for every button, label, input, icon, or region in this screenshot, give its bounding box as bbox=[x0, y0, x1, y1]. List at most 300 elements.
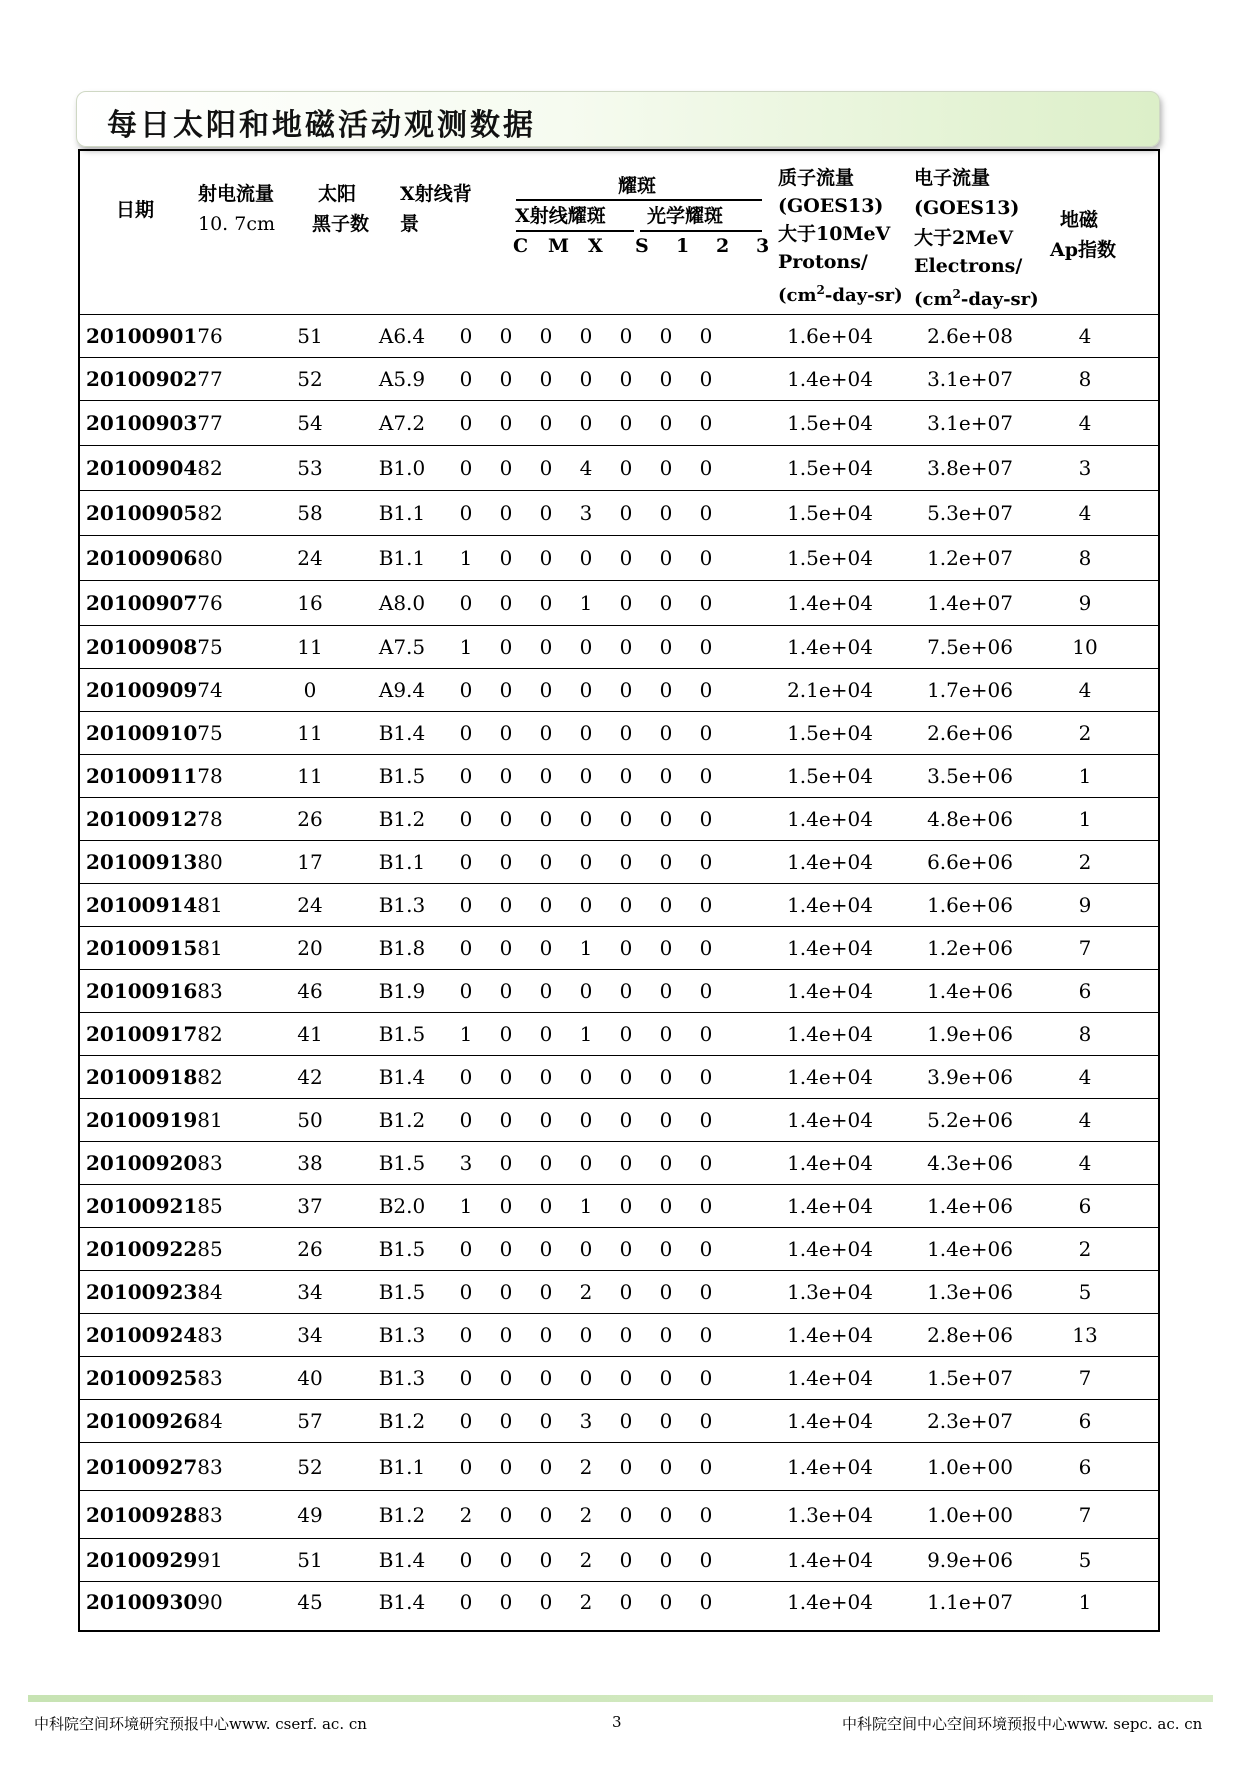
header-electron-4: Electrons/ bbox=[914, 255, 1023, 277]
flux-cell: 76 bbox=[197, 324, 223, 348]
s-flare-cell: 3 bbox=[579, 501, 593, 525]
flux-cell: 81 bbox=[197, 893, 223, 917]
xray-bg-cell: B1.5 bbox=[378, 1280, 426, 1304]
ap-cell: 13 bbox=[1072, 1323, 1098, 1347]
sunspot-cell: 51 bbox=[297, 1548, 323, 1572]
opt3-flare-cell: 0 bbox=[699, 1108, 713, 1132]
electron-cell: 3.1e+07 bbox=[927, 367, 1013, 391]
flux-cell: 85 bbox=[197, 1194, 223, 1218]
opt2-flare-cell: 0 bbox=[659, 893, 673, 917]
opt2-flare-cell: 0 bbox=[659, 367, 673, 391]
c-flare-cell: 0 bbox=[459, 893, 473, 917]
ap-cell: 10 bbox=[1072, 635, 1098, 659]
x-flare-cell: 0 bbox=[539, 893, 553, 917]
electron-cell: 1.4e+06 bbox=[927, 1237, 1013, 1261]
date-cell: 20100930 bbox=[86, 1590, 198, 1614]
opt3-flare-cell: 0 bbox=[699, 324, 713, 348]
electron-cell: 1.0e+00 bbox=[927, 1455, 1013, 1479]
header-proton-5: $(cm^2-day-sr)$ bbox=[778, 283, 903, 306]
m-flare-cell: 0 bbox=[499, 1548, 513, 1572]
opt2-flare-cell: 0 bbox=[659, 1022, 673, 1046]
x-flare-cell: 0 bbox=[539, 367, 553, 391]
header-proton-3: 大于10MeV bbox=[778, 223, 891, 245]
s-flare-cell: 0 bbox=[579, 1108, 593, 1132]
opt3-flare-cell: 0 bbox=[699, 807, 713, 831]
flux-cell: 82 bbox=[197, 1022, 223, 1046]
x-flare-cell: 0 bbox=[539, 324, 553, 348]
electron-cell: 4.3e+06 bbox=[927, 1151, 1013, 1175]
flux-cell: 81 bbox=[197, 1108, 223, 1132]
sunspot-cell: 41 bbox=[297, 1022, 323, 1046]
header-optical-flare: 光学耀斑 bbox=[647, 205, 724, 227]
ap-cell: 4 bbox=[1078, 678, 1092, 702]
xray-bg-cell: A9.4 bbox=[378, 678, 426, 702]
flux-cell: 84 bbox=[197, 1409, 223, 1433]
date-cell: 20100920 bbox=[86, 1151, 198, 1175]
flux-cell: 83 bbox=[197, 1455, 223, 1479]
date-cell: 20100909 bbox=[86, 678, 198, 702]
opt3-flare-cell: 0 bbox=[699, 501, 713, 525]
m-flare-cell: 0 bbox=[499, 764, 513, 788]
opt2-flare-cell: 0 bbox=[659, 979, 673, 1003]
s-flare-cell: 0 bbox=[579, 367, 593, 391]
sunspot-cell: 57 bbox=[297, 1409, 323, 1433]
electron-cell: 1.4e+06 bbox=[927, 1194, 1013, 1218]
header-electron: 电子流量 bbox=[914, 167, 991, 189]
s-flare-cell: 0 bbox=[579, 807, 593, 831]
flux-cell: 78 bbox=[197, 764, 223, 788]
date-cell: 20100925 bbox=[86, 1366, 198, 1390]
sunspot-cell: 0 bbox=[303, 678, 317, 702]
header-electron-5: $(cm^2-day-sr)$ bbox=[914, 287, 1039, 310]
c-flare-cell: 0 bbox=[459, 367, 473, 391]
table-row bbox=[80, 1271, 1158, 1314]
table-row bbox=[80, 1056, 1158, 1099]
date-cell: 20100928 bbox=[86, 1503, 198, 1527]
xray-bg-cell: A8.0 bbox=[378, 591, 426, 615]
x-flare-cell: 0 bbox=[539, 1409, 553, 1433]
xray-bg-cell: B1.4 bbox=[378, 1065, 426, 1089]
opt2-flare-cell: 0 bbox=[659, 1151, 673, 1175]
opt3-flare-cell: 0 bbox=[699, 1590, 713, 1614]
xray-bg-cell: B1.8 bbox=[378, 936, 426, 960]
sunspot-cell: 46 bbox=[297, 979, 323, 1003]
opt2-flare-cell: 0 bbox=[659, 721, 673, 745]
table-row bbox=[80, 1099, 1158, 1142]
electron-cell: 1.7e+06 bbox=[927, 678, 1013, 702]
x-flare-cell: 0 bbox=[539, 501, 553, 525]
table-row bbox=[80, 798, 1158, 841]
proton-cell: 1.4e+04 bbox=[787, 936, 873, 960]
opt1-flare-cell: 0 bbox=[619, 1503, 633, 1527]
sunspot-cell: 26 bbox=[297, 1237, 323, 1261]
proton-cell: 1.6e+04 bbox=[787, 324, 873, 348]
table-row bbox=[80, 841, 1158, 884]
table-row bbox=[80, 1491, 1158, 1539]
s-flare-cell: 0 bbox=[579, 546, 593, 570]
flux-cell: 77 bbox=[197, 367, 223, 391]
m-flare-cell: 0 bbox=[499, 721, 513, 745]
opt1-flare-cell: 0 bbox=[619, 591, 633, 615]
xray-bg-cell: A5.9 bbox=[378, 367, 426, 391]
sunspot-cell: 49 bbox=[297, 1503, 323, 1527]
xray-bg-cell: A7.5 bbox=[378, 635, 426, 659]
date-cell: 20100903 bbox=[86, 411, 198, 435]
xray-bg-cell: B1.1 bbox=[378, 1455, 426, 1479]
x-flare-cell: 0 bbox=[539, 1280, 553, 1304]
s-flare-cell: 2 bbox=[579, 1455, 593, 1479]
header-xray-bg: X射线背 bbox=[400, 183, 472, 205]
opt2-flare-cell: 0 bbox=[659, 501, 673, 525]
header-sub-1: 1 bbox=[676, 235, 690, 257]
opt2-flare-cell: 0 bbox=[659, 1503, 673, 1527]
opt2-flare-cell: 0 bbox=[659, 411, 673, 435]
ap-cell: 4 bbox=[1078, 501, 1092, 525]
opt1-flare-cell: 0 bbox=[619, 635, 633, 659]
header-ap: 地磁 bbox=[1060, 209, 1099, 231]
footer-bar bbox=[28, 1695, 1213, 1702]
opt3-flare-cell: 0 bbox=[699, 1022, 713, 1046]
ap-cell: 8 bbox=[1078, 546, 1092, 570]
s-flare-cell: 3 bbox=[579, 1409, 593, 1433]
proton-cell: 1.3e+04 bbox=[787, 1280, 873, 1304]
proton-cell: 1.4e+04 bbox=[787, 1409, 873, 1433]
proton-cell: 1.4e+04 bbox=[787, 1455, 873, 1479]
table-row bbox=[80, 1142, 1158, 1185]
x-flare-cell: 0 bbox=[539, 979, 553, 1003]
flux-cell: 81 bbox=[197, 936, 223, 960]
electron-cell: 3.1e+07 bbox=[927, 411, 1013, 435]
date-cell: 20100908 bbox=[86, 635, 198, 659]
ap-cell: 3 bbox=[1078, 456, 1092, 480]
opt3-flare-cell: 0 bbox=[699, 546, 713, 570]
opt3-flare-cell: 0 bbox=[699, 591, 713, 615]
xray-bg-cell: B1.3 bbox=[378, 1323, 426, 1347]
electron-cell: 2.6e+06 bbox=[927, 721, 1013, 745]
opt1-flare-cell: 0 bbox=[619, 324, 633, 348]
opt2-flare-cell: 0 bbox=[659, 1237, 673, 1261]
header-flare: 耀斑 bbox=[618, 175, 657, 197]
c-flare-cell: 0 bbox=[459, 1065, 473, 1089]
flux-cell: 75 bbox=[197, 721, 223, 745]
electron-cell: 1.0e+00 bbox=[927, 1503, 1013, 1527]
m-flare-cell: 0 bbox=[499, 1237, 513, 1261]
s-flare-cell: 0 bbox=[579, 721, 593, 745]
c-flare-cell: 0 bbox=[459, 591, 473, 615]
opt1-flare-cell: 0 bbox=[619, 678, 633, 702]
sunspot-cell: 11 bbox=[297, 635, 323, 659]
table-row bbox=[80, 401, 1158, 446]
opt1-flare-cell: 0 bbox=[619, 1194, 633, 1218]
xray-flare-underline bbox=[516, 230, 634, 232]
opt2-flare-cell: 0 bbox=[659, 1280, 673, 1304]
xray-bg-cell: B1.5 bbox=[378, 1237, 426, 1261]
electron-cell: 9.9e+06 bbox=[927, 1548, 1013, 1572]
m-flare-cell: 0 bbox=[499, 546, 513, 570]
c-flare-cell: 0 bbox=[459, 807, 473, 831]
opt2-flare-cell: 0 bbox=[659, 1108, 673, 1132]
ap-cell: 6 bbox=[1078, 1455, 1092, 1479]
date-cell: 20100918 bbox=[86, 1065, 198, 1089]
opt2-flare-cell: 0 bbox=[659, 591, 673, 615]
sunspot-cell: 38 bbox=[297, 1151, 323, 1175]
opt1-flare-cell: 0 bbox=[619, 456, 633, 480]
data-table bbox=[78, 149, 1160, 1632]
opt2-flare-cell: 0 bbox=[659, 1366, 673, 1390]
table-row bbox=[80, 1185, 1158, 1228]
header-electron-2: (GOES13) bbox=[914, 197, 1020, 219]
ap-cell: 6 bbox=[1078, 1194, 1092, 1218]
header-flux-unit: 10. 7cm bbox=[198, 213, 276, 235]
m-flare-cell: 0 bbox=[499, 807, 513, 831]
x-flare-cell: 0 bbox=[539, 1022, 553, 1046]
ap-cell: 8 bbox=[1078, 367, 1092, 391]
c-flare-cell: 0 bbox=[459, 1280, 473, 1304]
m-flare-cell: 0 bbox=[499, 1022, 513, 1046]
sunspot-cell: 37 bbox=[297, 1194, 323, 1218]
table-row bbox=[80, 315, 1158, 358]
date-cell: 20100905 bbox=[86, 501, 198, 525]
x-flare-cell: 0 bbox=[539, 1237, 553, 1261]
proton-cell: 1.4e+04 bbox=[787, 1323, 873, 1347]
xray-bg-cell: B1.2 bbox=[378, 1409, 426, 1433]
proton-cell: 1.4e+04 bbox=[787, 591, 873, 615]
s-flare-cell: 0 bbox=[579, 324, 593, 348]
table-row bbox=[80, 1013, 1158, 1056]
date-cell: 20100915 bbox=[86, 936, 198, 960]
opt2-flare-cell: 0 bbox=[659, 456, 673, 480]
date-cell: 20100922 bbox=[86, 1237, 198, 1261]
header-electron-3: 大于2MeV bbox=[914, 227, 1014, 249]
date-cell: 20100911 bbox=[86, 764, 198, 788]
date-cell: 20100912 bbox=[86, 807, 198, 831]
m-flare-cell: 0 bbox=[499, 591, 513, 615]
flux-cell: 80 bbox=[197, 546, 223, 570]
opt3-flare-cell: 0 bbox=[699, 850, 713, 874]
c-flare-cell: 0 bbox=[459, 1108, 473, 1132]
ap-cell: 2 bbox=[1078, 721, 1092, 745]
opt2-flare-cell: 0 bbox=[659, 1455, 673, 1479]
x-flare-cell: 0 bbox=[539, 546, 553, 570]
xray-bg-cell: B1.1 bbox=[378, 546, 426, 570]
proton-cell: 1.3e+04 bbox=[787, 1503, 873, 1527]
c-flare-cell: 0 bbox=[459, 678, 473, 702]
ap-cell: 4 bbox=[1078, 324, 1092, 348]
table-row bbox=[80, 1443, 1158, 1491]
m-flare-cell: 0 bbox=[499, 893, 513, 917]
m-flare-cell: 0 bbox=[499, 1194, 513, 1218]
table-row bbox=[80, 491, 1158, 536]
opt1-flare-cell: 0 bbox=[619, 1108, 633, 1132]
table-row bbox=[80, 358, 1158, 401]
date-cell: 20100914 bbox=[86, 893, 198, 917]
xray-bg-cell: B1.2 bbox=[378, 1108, 426, 1132]
electron-cell: 5.3e+07 bbox=[927, 501, 1013, 525]
date-cell: 20100917 bbox=[86, 1022, 198, 1046]
c-flare-cell: 3 bbox=[459, 1151, 473, 1175]
date-cell: 20100926 bbox=[86, 1409, 198, 1433]
flux-cell: 83 bbox=[197, 1323, 223, 1347]
sunspot-cell: 17 bbox=[297, 850, 323, 874]
c-flare-cell: 0 bbox=[459, 1455, 473, 1479]
table-row bbox=[80, 927, 1158, 970]
x-flare-cell: 0 bbox=[539, 1323, 553, 1347]
flare-underline bbox=[516, 199, 762, 201]
opt1-flare-cell: 0 bbox=[619, 1280, 633, 1304]
sunspot-cell: 50 bbox=[297, 1108, 323, 1132]
opt3-flare-cell: 0 bbox=[699, 1455, 713, 1479]
c-flare-cell: 0 bbox=[459, 1409, 473, 1433]
xray-bg-cell: B1.9 bbox=[378, 979, 426, 1003]
m-flare-cell: 0 bbox=[499, 635, 513, 659]
s-flare-cell: 2 bbox=[579, 1548, 593, 1572]
date-cell: 20100929 bbox=[86, 1548, 198, 1572]
c-flare-cell: 1 bbox=[459, 546, 473, 570]
c-flare-cell: 0 bbox=[459, 411, 473, 435]
xray-bg-cell: B1.4 bbox=[378, 1590, 426, 1614]
table-row bbox=[80, 669, 1158, 712]
c-flare-cell: 0 bbox=[459, 324, 473, 348]
electron-cell: 2.3e+07 bbox=[927, 1409, 1013, 1433]
x-flare-cell: 0 bbox=[539, 411, 553, 435]
x-flare-cell: 0 bbox=[539, 721, 553, 745]
electron-cell: 6.6e+06 bbox=[927, 850, 1013, 874]
electron-cell: 1.4e+07 bbox=[927, 591, 1013, 615]
proton-cell: 1.5e+04 bbox=[787, 721, 873, 745]
x-flare-cell: 0 bbox=[539, 1455, 553, 1479]
opt1-flare-cell: 0 bbox=[619, 979, 633, 1003]
proton-cell: 1.5e+04 bbox=[787, 456, 873, 480]
s-flare-cell: 2 bbox=[579, 1590, 593, 1614]
date-cell: 20100913 bbox=[86, 850, 198, 874]
header-date: 日期 bbox=[116, 199, 155, 221]
opt2-flare-cell: 0 bbox=[659, 546, 673, 570]
table-row bbox=[80, 970, 1158, 1013]
opt2-flare-cell: 0 bbox=[659, 1409, 673, 1433]
opt1-flare-cell: 0 bbox=[619, 1409, 633, 1433]
s-flare-cell: 1 bbox=[579, 1194, 593, 1218]
opt3-flare-cell: 0 bbox=[699, 1194, 713, 1218]
c-flare-cell: 0 bbox=[459, 721, 473, 745]
sunspot-cell: 42 bbox=[297, 1065, 323, 1089]
proton-cell: 1.4e+04 bbox=[787, 979, 873, 1003]
ap-cell: 6 bbox=[1078, 979, 1092, 1003]
c-flare-cell: 1 bbox=[459, 1022, 473, 1046]
ap-cell: 1 bbox=[1078, 764, 1092, 788]
date-cell: 20100907 bbox=[86, 591, 198, 615]
m-flare-cell: 0 bbox=[499, 1503, 513, 1527]
c-flare-cell: 0 bbox=[459, 1323, 473, 1347]
proton-cell: 1.4e+04 bbox=[787, 1548, 873, 1572]
ap-cell: 4 bbox=[1078, 1151, 1092, 1175]
flux-cell: 83 bbox=[197, 979, 223, 1003]
s-flare-cell: 0 bbox=[579, 893, 593, 917]
x-flare-cell: 0 bbox=[539, 678, 553, 702]
m-flare-cell: 0 bbox=[499, 1590, 513, 1614]
footer-page-number: 3 bbox=[612, 1713, 622, 1731]
opt3-flare-cell: 0 bbox=[699, 979, 713, 1003]
opt1-flare-cell: 0 bbox=[619, 807, 633, 831]
header-sub-c: C bbox=[513, 235, 529, 257]
s-flare-cell: 0 bbox=[579, 1065, 593, 1089]
m-flare-cell: 0 bbox=[499, 1409, 513, 1433]
header-flux: 射电流量 bbox=[198, 183, 275, 205]
c-flare-cell: 0 bbox=[459, 1590, 473, 1614]
header-sub-m: M bbox=[548, 235, 570, 257]
table-row bbox=[80, 884, 1158, 927]
ap-cell: 1 bbox=[1078, 1590, 1092, 1614]
table-row bbox=[80, 581, 1158, 626]
sunspot-cell: 24 bbox=[297, 546, 323, 570]
m-flare-cell: 0 bbox=[499, 850, 513, 874]
xray-bg-cell: B1.0 bbox=[378, 456, 426, 480]
header-proton-2: (GOES13) bbox=[778, 195, 884, 217]
header-sub-x: X bbox=[588, 235, 603, 257]
electron-cell: 1.3e+06 bbox=[927, 1280, 1013, 1304]
c-flare-cell: 1 bbox=[459, 1194, 473, 1218]
opt3-flare-cell: 0 bbox=[699, 635, 713, 659]
xray-bg-cell: B1.2 bbox=[378, 1503, 426, 1527]
proton-cell: 1.4e+04 bbox=[787, 1108, 873, 1132]
proton-cell: 1.5e+04 bbox=[787, 501, 873, 525]
ap-cell: 7 bbox=[1078, 1503, 1092, 1527]
m-flare-cell: 0 bbox=[499, 456, 513, 480]
date-cell: 20100924 bbox=[86, 1323, 198, 1347]
flux-cell: 80 bbox=[197, 850, 223, 874]
table-row bbox=[80, 1314, 1158, 1357]
header-xray-bg-2: 景 bbox=[400, 213, 420, 235]
x-flare-cell: 0 bbox=[539, 1151, 553, 1175]
proton-cell: 1.4e+04 bbox=[787, 367, 873, 391]
electron-cell: 4.8e+06 bbox=[927, 807, 1013, 831]
table-row bbox=[80, 446, 1158, 491]
ap-cell: 5 bbox=[1078, 1280, 1092, 1304]
flux-cell: 83 bbox=[197, 1503, 223, 1527]
opt1-flare-cell: 0 bbox=[619, 1237, 633, 1261]
x-flare-cell: 0 bbox=[539, 764, 553, 788]
flux-cell: 77 bbox=[197, 411, 223, 435]
date-cell: 20100919 bbox=[86, 1108, 198, 1132]
sunspot-cell: 16 bbox=[297, 591, 323, 615]
ap-cell: 2 bbox=[1078, 850, 1092, 874]
xray-bg-cell: A7.2 bbox=[378, 411, 426, 435]
ap-cell: 5 bbox=[1078, 1548, 1092, 1572]
s-flare-cell: 0 bbox=[579, 979, 593, 1003]
opt3-flare-cell: 0 bbox=[699, 678, 713, 702]
flux-cell: 83 bbox=[197, 1366, 223, 1390]
flux-cell: 74 bbox=[197, 678, 223, 702]
ap-cell: 8 bbox=[1078, 1022, 1092, 1046]
proton-cell: 2.1e+04 bbox=[787, 678, 873, 702]
flux-cell: 84 bbox=[197, 1280, 223, 1304]
opt2-flare-cell: 0 bbox=[659, 1323, 673, 1347]
s-flare-cell: 0 bbox=[579, 850, 593, 874]
electron-cell: 1.1e+07 bbox=[927, 1590, 1013, 1614]
header-proton: 质子流量 bbox=[778, 167, 855, 189]
electron-cell: 1.4e+06 bbox=[927, 979, 1013, 1003]
flux-cell: 76 bbox=[197, 591, 223, 615]
proton-cell: 1.4e+04 bbox=[787, 893, 873, 917]
c-flare-cell: 0 bbox=[459, 1548, 473, 1572]
proton-cell: 1.4e+04 bbox=[787, 1590, 873, 1614]
flux-cell: 82 bbox=[197, 456, 223, 480]
proton-cell: 1.4e+04 bbox=[787, 1237, 873, 1261]
x-flare-cell: 0 bbox=[539, 1194, 553, 1218]
header-sub-3: 3 bbox=[756, 235, 770, 257]
opt2-flare-cell: 0 bbox=[659, 807, 673, 831]
date-cell: 20100927 bbox=[86, 1455, 198, 1479]
s-flare-cell: 0 bbox=[579, 411, 593, 435]
